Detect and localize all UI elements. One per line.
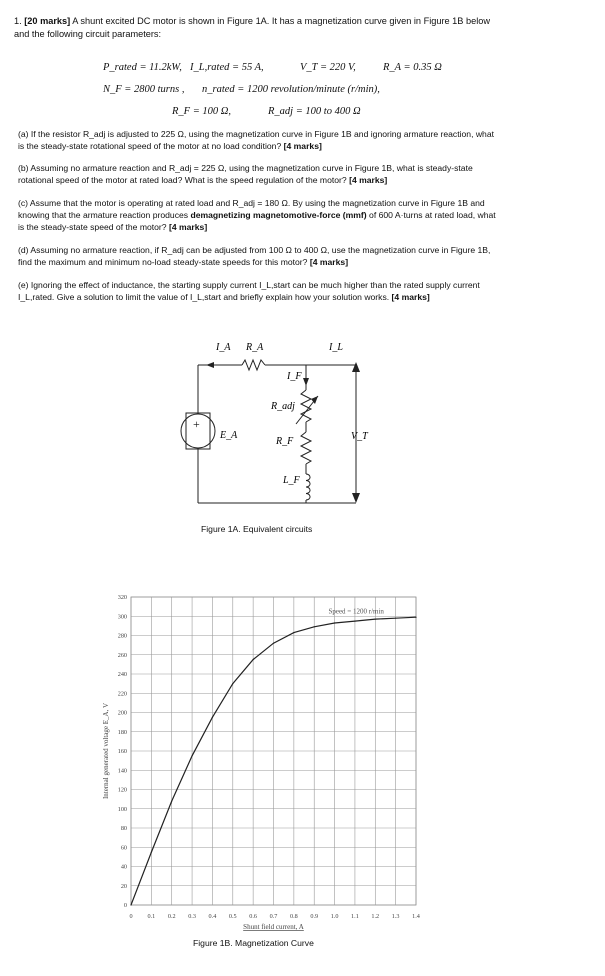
x-tick-label: 1.1 <box>351 913 359 920</box>
curve-point <box>232 683 233 684</box>
y-tick-label: 260 <box>117 651 127 659</box>
part-e-text: (e) Ignoring the effect of inductance, the starting supply current I_L,start can be much higher than the rated supply current I_L,rated. Give a solution to limit the value of I_L,start and briefly explain how your solution works. <box>18 280 480 302</box>
curve-point <box>395 618 396 619</box>
x-tick-label: 1.2 <box>371 913 380 920</box>
label-ea: E_A <box>220 430 238 441</box>
x-tick-label: 0.1 <box>147 913 156 920</box>
part-c-text-2: of 600 A·turns at rated load, what is the steady-state speed of the motor? <box>18 210 496 232</box>
y-tick-label: 40 <box>120 863 127 871</box>
param-ra: R_A = 0.35 Ω <box>383 62 442 73</box>
curve-point <box>212 717 213 718</box>
y-tick-label: 100 <box>117 805 127 813</box>
param-nf: N_F = 2800 turns , <box>103 84 185 95</box>
curve-point <box>171 800 172 801</box>
part-c-bold: demagnetizing magnetomotive-force (mmf) <box>190 210 367 220</box>
curve-point <box>354 620 355 621</box>
y-axis-label: Internal generated voltage E_A, V <box>102 702 110 800</box>
part-b-text: (b) Assuming no armature reaction and R_adj = 225 Ω, using the magnetization curve in Figure 1B, what is steady-state rotational speed of the motor at rated load? What is the speed regulation of the motor? <box>18 163 473 185</box>
label-ia: I_A <box>216 342 231 353</box>
figure-1b-caption: Figure 1B. Magnetization Curve <box>193 938 314 948</box>
x-tick-label: 0 <box>129 913 133 920</box>
y-tick-label: 280 <box>117 632 127 640</box>
label-il: I_L <box>329 342 343 353</box>
label-lf: L_F <box>283 475 300 486</box>
x-tick-label: 1.3 <box>391 913 400 920</box>
y-tick-label: 300 <box>117 613 127 621</box>
param-p-rated: P_rated = 11.2kW, <box>103 62 182 73</box>
part-e-marks: [4 marks] <box>391 292 430 302</box>
figure-1a-caption: Figure 1A. Equivalent circuits <box>201 524 313 534</box>
y-tick-label: 200 <box>117 709 127 717</box>
x-axis-label: Shunt field current, A <box>243 923 304 931</box>
part-c-marks: [4 marks] <box>168 222 208 232</box>
curve-point <box>130 904 131 905</box>
param-vt: V_T = 220 V, <box>300 62 356 73</box>
x-tick-label: 0.9 <box>310 913 319 920</box>
y-tick-label: 80 <box>120 825 127 832</box>
x-tick-label: 0.3 <box>188 913 196 920</box>
y-tick-label: 60 <box>120 844 127 852</box>
y-tick-label: 320 <box>117 594 127 601</box>
y-tick-label: 120 <box>117 786 127 794</box>
part-a-text: (a) If the resistor R_adj is adjusted to 225 Ω, using the magnetization curve in Figure 1B and ignoring armature reaction, what is the steady-state rotational speed of the motor at no load condition? <box>18 129 494 151</box>
label-ra: R_A <box>246 342 264 353</box>
y-tick-label: 160 <box>117 748 127 755</box>
y-tick-label: 20 <box>120 882 127 890</box>
x-tick-label: 0.6 <box>249 913 258 920</box>
curve-point <box>293 632 294 633</box>
param-n-rated: n_rated = 1200 revolution/minute (r/min), <box>202 84 380 95</box>
curve-point <box>314 626 315 627</box>
y-tick-label: 0 <box>123 902 127 909</box>
magnetization-chart <box>0 585 605 940</box>
intro-line-2: and the following circuit parameters: <box>14 29 162 39</box>
param-rf: R_F = 100 Ω, <box>172 106 232 117</box>
label-if: I_F <box>287 371 302 382</box>
param-il-rated: I_L,rated = 55 A, <box>190 62 264 73</box>
curve-point <box>334 622 335 623</box>
curve-point <box>191 755 192 756</box>
part-c-text-1: (c) Assume that the motor is operating at rated load and R_adj = 180 Ω. By using the magnetization curve in Figure 1B and knowing that the armature reaction produces <box>18 198 485 220</box>
x-tick-label: 0.4 <box>208 913 217 920</box>
curve-point <box>375 619 376 620</box>
y-tick-label: 180 <box>117 728 127 736</box>
part-b-marks: [4 marks] <box>349 175 388 185</box>
part-a-marks: [4 marks] <box>283 141 322 151</box>
curve-point <box>415 617 416 618</box>
curve-point <box>151 851 152 852</box>
part-d-text: (d) Assuming no armature reaction, if R_adj can be adjusted from 100 Ω to 400 Ω, use the magnetization curve in Figure 1B, find the maximum and minimum no-load steady-state speeds for this motor? <box>18 245 491 267</box>
chart-ticks <box>118 594 420 920</box>
x-tick-label: 0.2 <box>167 913 176 920</box>
x-tick-label: 1.4 <box>412 913 420 920</box>
y-tick-label: 220 <box>117 690 127 698</box>
x-tick-label: 0.7 <box>269 913 278 920</box>
question-marks: [20 marks] <box>24 16 71 26</box>
speed-annotation: Speed = 1200 r/min <box>328 607 384 616</box>
label-radj: R_adj <box>271 401 295 412</box>
curve-point <box>253 659 254 660</box>
param-radj: R_adj = 100 to 400 Ω <box>268 106 361 117</box>
label-rf: R_F <box>276 436 294 447</box>
part-d-marks: [4 marks] <box>309 257 349 267</box>
x-tick-label: 0.8 <box>289 913 298 920</box>
ea-plus-sign: + <box>193 417 200 431</box>
y-tick-label: 240 <box>117 671 127 678</box>
y-tick-label: 140 <box>117 767 127 775</box>
x-tick-label: 0.5 <box>228 913 237 920</box>
label-vt: V_T <box>351 431 368 442</box>
intro-line-1: A shunt excited DC motor is shown in Figure 1A. It has a magnetization curve given in Figure 1B below <box>72 16 490 26</box>
question-number: 1. <box>14 16 22 26</box>
x-tick-label: 1.0 <box>330 913 339 920</box>
curve-point <box>273 643 274 644</box>
